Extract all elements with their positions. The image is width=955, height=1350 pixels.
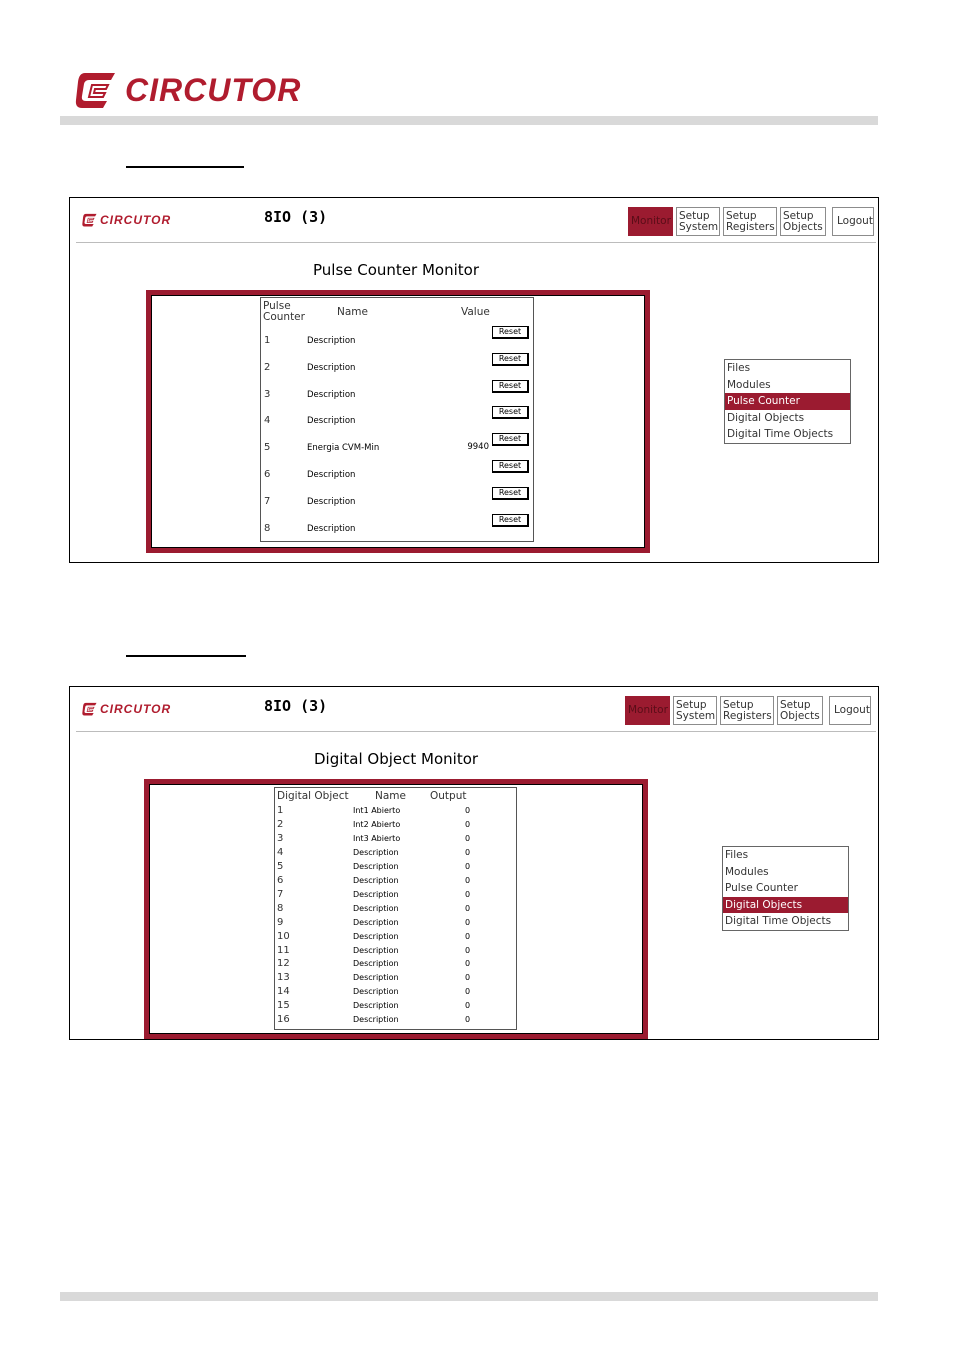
setup-objects-button[interactable]: Setup Objects [777,696,823,725]
table-row [261,431,533,458]
row-number: 2 [264,361,271,373]
digital-object-screen [69,686,879,1040]
table-row [275,888,516,902]
reset-button[interactable]: Reset [492,326,529,339]
table-row [275,944,516,958]
row-number: 4 [264,415,271,427]
row-name: Description [353,847,399,857]
row-name: Description [307,336,356,346]
side-menu [722,846,849,931]
side-menu-item-modules[interactable]: Modules [725,865,769,878]
section-underline [126,655,246,657]
digital-object-table [274,787,517,1030]
logout-button[interactable]: Logout [829,696,871,725]
header-rule [60,116,878,125]
row-name: Description [307,523,356,534]
logo-text: CIRCUTOR [100,213,172,227]
monitor-button[interactable]: Monitor [628,207,673,236]
row-number: 10 [277,930,290,942]
side-menu-item-digital-objects[interactable]: Digital Objects [727,411,805,424]
row-number: 11 [277,944,290,956]
row-output: 0 [465,861,471,871]
table-row [261,485,533,512]
side-menu-item-digital-objects[interactable]: Digital Objects [723,897,848,914]
circutor-logo-icon [75,70,119,110]
row-number: 7 [264,495,271,507]
column-header-counter: Pulse Counter [263,300,305,323]
table-row [261,351,533,378]
monitor-title: Pulse Counter Monitor [313,261,479,279]
table-row [261,458,533,485]
table-row [261,324,533,351]
row-output: 0 [465,903,471,913]
column-header-name: Name [337,306,368,318]
table-row [261,512,533,539]
pulse-counter-screen [69,197,879,563]
setup-objects-button[interactable]: Setup Objects [780,207,826,236]
table-row [261,404,533,431]
row-number: 1 [264,335,271,346]
reset-button[interactable]: Reset [492,514,529,527]
setup-system-button[interactable]: Setup System [673,696,717,725]
row-name: Description [353,917,399,927]
row-name: Int3 Abierto [353,833,401,843]
row-name: Description [353,889,399,899]
row-name: Description [353,875,399,885]
row-output: 0 [465,917,471,927]
device-title: 8IO (3) [264,208,328,226]
side-menu-item-digital-time-objects[interactable]: Digital Time Objects [727,428,834,440]
top-nav [628,207,874,236]
reset-button[interactable]: Reset [492,353,529,366]
setup-registers-button[interactable]: Setup Registers [720,696,774,725]
row-number: 7 [277,888,284,900]
row-output: 0 [465,847,471,857]
reset-button[interactable]: Reset [492,487,529,500]
row-output: 0 [465,1001,471,1011]
row-number: 3 [264,388,271,400]
monitor-frame [146,290,650,553]
row-number: 6 [264,469,271,480]
row-output: 0 [465,959,471,969]
row-number: 3 [277,832,284,844]
reset-button[interactable]: Reset [492,380,529,393]
small-logo [82,212,171,228]
row-number: 9 [277,916,284,928]
logo-text: CIRCUTOR [100,702,172,716]
table-row [275,957,516,971]
row-output: 0 [465,973,471,983]
row-name: Description [353,861,399,871]
row-number: 2 [277,818,284,830]
table-row [275,804,516,818]
side-menu-item-files[interactable]: Files [727,362,751,374]
circutor-logo-icon [82,212,98,228]
column-header-value: Value [461,306,490,318]
logo-text: CIRCUTOR [125,71,302,108]
row-name: Energia CVM-Min [307,443,380,454]
row-name: Description [353,987,399,997]
row-output: 0 [465,889,471,899]
side-menu-item-pulse-counter[interactable]: Pulse Counter [725,882,798,894]
row-output: 0 [465,819,471,829]
row-number: 15 [277,1000,290,1012]
table-row [275,1013,516,1027]
row-number: 5 [277,860,284,872]
table-row [275,818,516,832]
circutor-logo-icon [82,701,98,717]
reset-button[interactable]: Reset [492,433,529,446]
side-menu-item-digital-time-objects[interactable]: Digital Time Objects [725,915,832,927]
device-title: 8IO (3) [264,697,328,715]
row-number: 4 [277,846,284,858]
row-number: 16 [277,1014,290,1026]
row-name: Description [353,903,399,913]
table-row [275,999,516,1013]
row-name: Description [353,1001,399,1011]
table-row [275,971,516,985]
table-row [275,832,516,846]
footer-rule [60,1292,878,1301]
side-menu-item-files[interactable]: Files [725,849,749,861]
row-name: Description [353,945,399,955]
pulse-counter-table [260,297,534,542]
logout-button[interactable]: Logout [832,207,874,236]
row-output: 0 [465,875,471,885]
row-number: 6 [277,874,284,886]
table-row [275,985,516,999]
section-underline [126,166,244,168]
row-number: 8 [264,522,271,534]
row-output: 0 [465,931,471,941]
table-row [275,874,516,888]
column-header-output: Output [430,790,467,802]
side-menu-item-pulse-counter[interactable]: Pulse Counter [725,393,850,410]
column-header-object: Digital Object [277,790,349,802]
row-name: Description [307,389,356,400]
panel-header [76,687,876,732]
row-number: 14 [277,986,290,998]
table-row [275,930,516,944]
circutor-logo [75,70,301,110]
row-number: 1 [277,805,284,816]
row-value: 9940 [467,442,489,453]
row-number: 8 [277,902,284,914]
setup-registers-button[interactable]: Setup Registers [723,207,777,236]
row-output: 0 [465,1015,471,1025]
row-number: 5 [264,442,271,454]
panel-header [76,198,876,243]
row-name: Description [353,959,399,969]
reset-button[interactable]: Reset [492,460,529,473]
setup-system-button[interactable]: Setup System [676,207,720,236]
side-menu-item-modules[interactable]: Modules [727,378,771,391]
row-name: Description [307,362,356,373]
monitor-button[interactable]: Monitor [625,696,670,725]
row-name: Description [353,973,399,983]
row-name: Description [353,931,399,941]
side-menu [724,359,851,444]
row-output: 0 [465,833,471,843]
row-name: Description [307,416,356,427]
small-logo [82,701,171,717]
row-number: 12 [277,958,290,970]
row-name: Int2 Abierto [353,819,401,829]
row-output: 0 [465,806,471,815]
row-output: 0 [465,987,471,997]
table-row [261,378,533,405]
table-row [275,860,516,874]
row-name: Int1 Abierto [353,806,401,815]
row-output: 0 [465,945,471,955]
column-header-name: Name [375,790,406,802]
monitor-title: Digital Object Monitor [314,750,479,768]
table-row [275,846,516,860]
row-number: 13 [277,972,290,984]
table-row [275,916,516,930]
row-name: Description [353,1015,399,1025]
monitor-frame [144,779,648,1039]
table-row [275,902,516,916]
reset-button[interactable]: Reset [492,406,529,419]
row-name: Description [307,496,356,507]
top-nav [625,696,871,725]
row-name: Description [307,470,356,480]
